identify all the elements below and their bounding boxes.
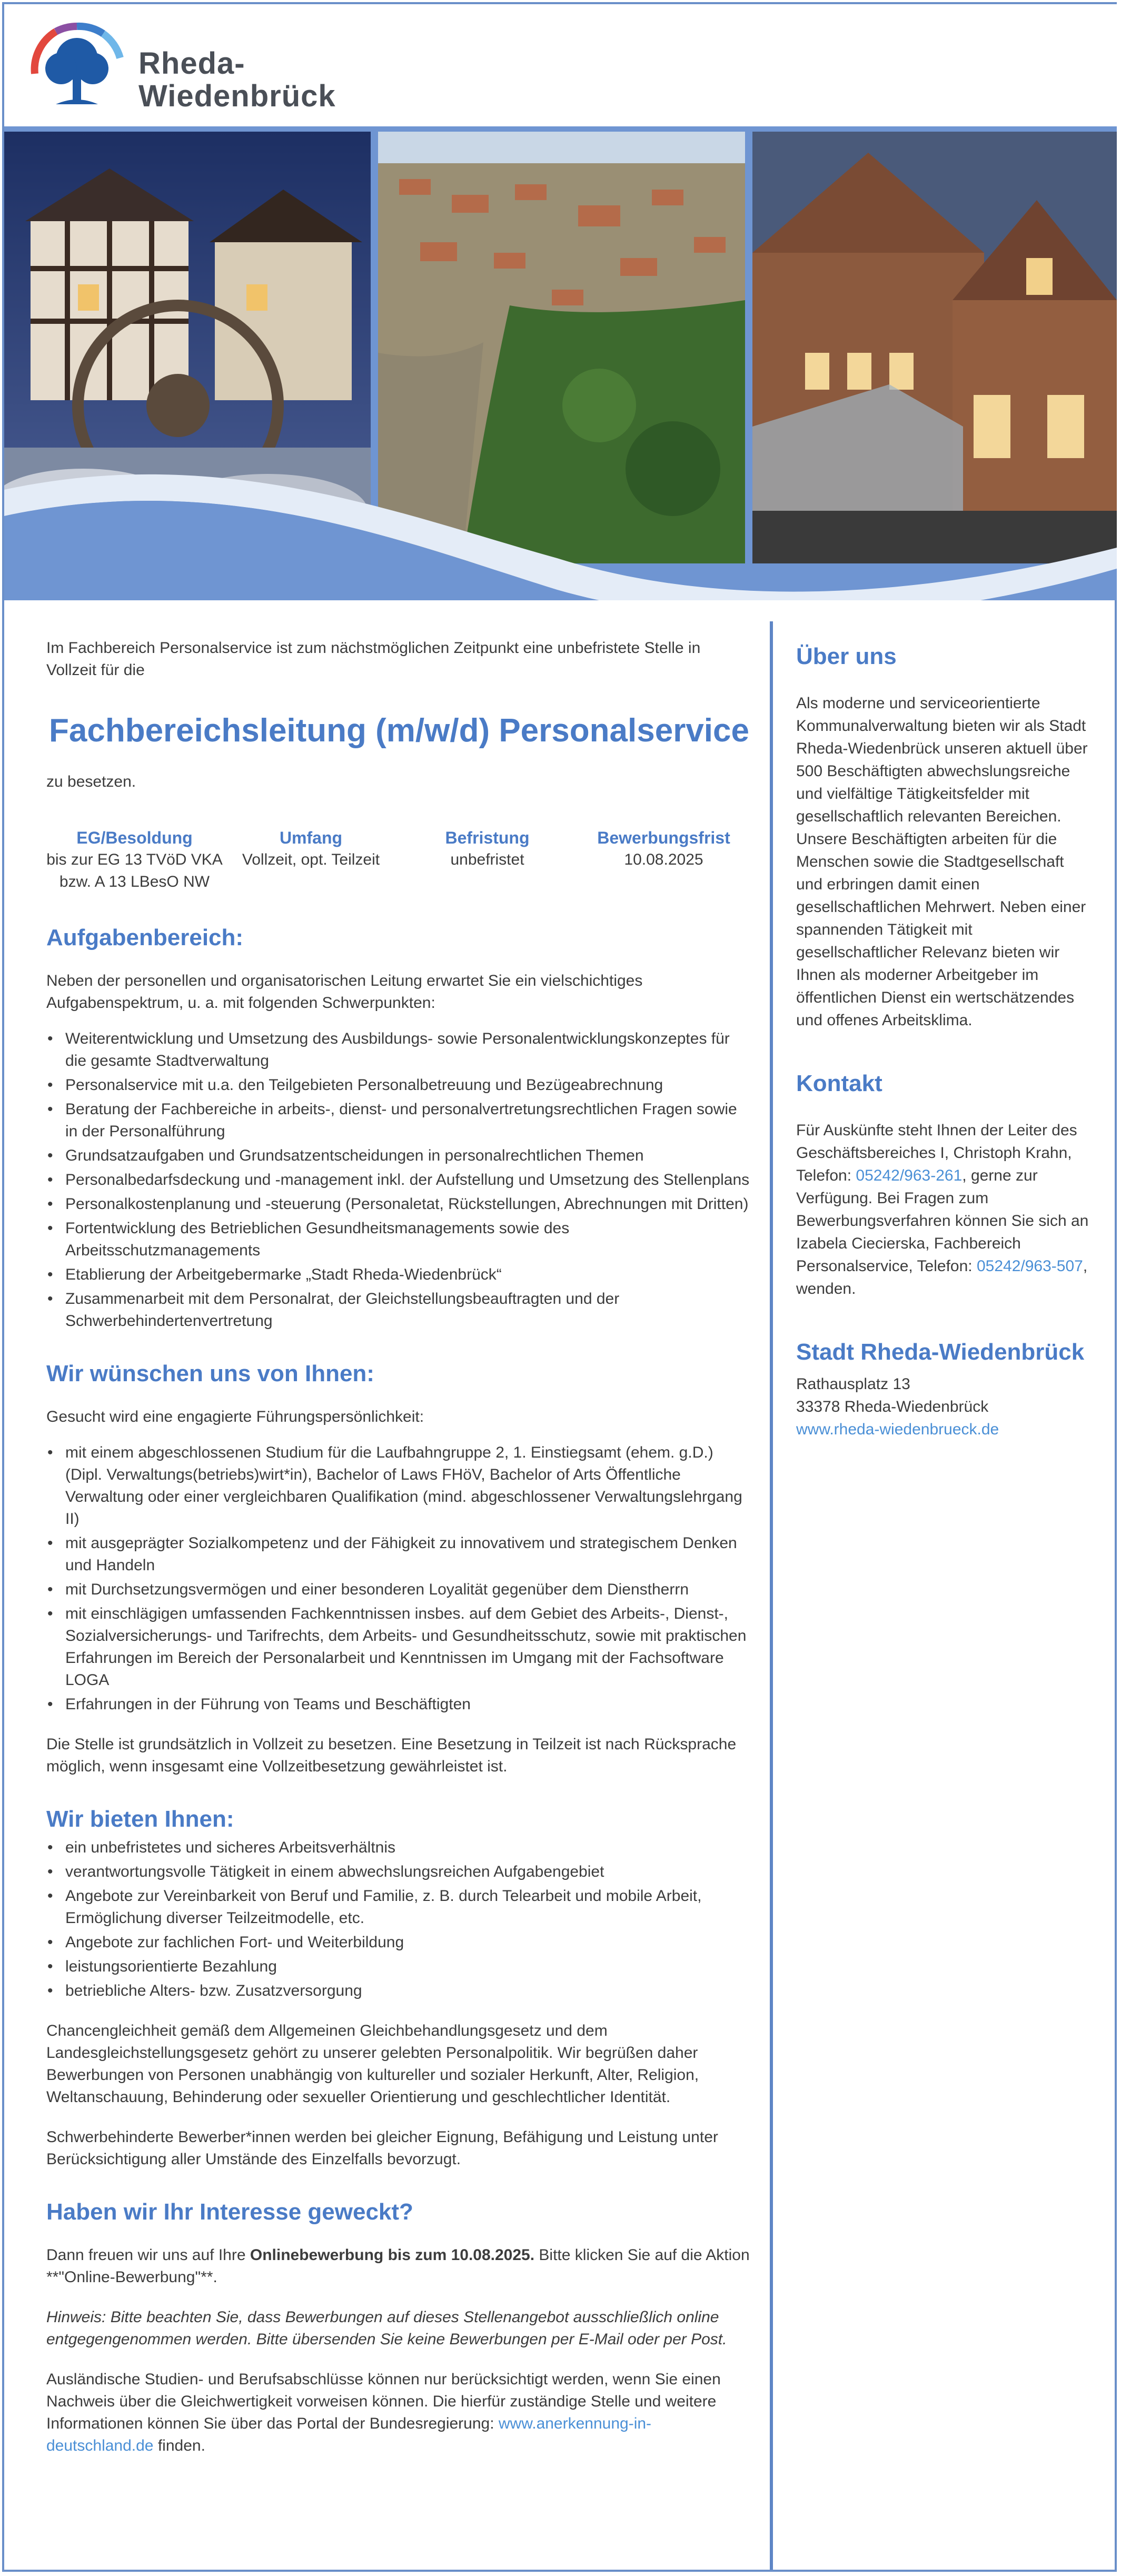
city: 33378 Rheda-Wiedenbrück <box>796 1398 989 1415</box>
sidebar <box>770 621 1117 2570</box>
about-text: Als moderne und serviceorientierte Kommunalverwaltung bieten wir als Stadt Rheda-Wiedenbrück unseren aktuell über 500 Beschäftigten abwechslungsreiche und vielfältige Tätigkeitsfelder mit gesellschaftlich relevanten Bereichen. Unsere Beschäftigten arbeiten für die Menschen sowie die Stadtgesellschaft und erbringen damit einen gesellschaftlichen Mehrwert. Neben einer spannenden Tätigkeit mit gesellschaftlicher Relevanz bieten wir Ihnen als moderner Arbeitgeber im öffentlichen Dienst ein wertschätzendes und offenes Arbeitsklima. <box>796 695 1088 1029</box>
list-item: • Erfahrungen in der Führung von Teams und Beschäftigten <box>65 1693 752 1716</box>
photo-banner <box>4 126 1117 600</box>
wuensche-list <box>46 1442 752 1716</box>
fact-besoldung <box>46 827 223 893</box>
zu-besetzen-text: zu besetzen. <box>46 773 136 790</box>
contact-block <box>796 1069 1094 1300</box>
list-item: • Angebote zur Vereinbarkeit von Beruf und Familie, z. B. durch Telearbeit und mobile Arbeit, Ermöglichung diverser Teilzeitmodelle, etc. <box>65 1885 752 1929</box>
about-heading: Über uns <box>796 643 897 669</box>
fact-value: bis zur EG 13 TVöD VKA <box>46 851 223 868</box>
section-heading: Wir wünschen uns von Ihnen: <box>46 1361 374 1386</box>
street: Rathausplatz 13 <box>796 1375 910 1393</box>
main-content <box>46 626 752 2484</box>
text-part: , wenden. <box>796 1257 1088 1297</box>
fact-bewerbungsfrist <box>576 827 752 893</box>
section-intro: Gesucht wird eine engagierte Führungspersönlichkeit: <box>46 1408 424 1425</box>
banner-wave <box>4 126 1117 600</box>
contact-heading: Kontakt <box>796 1071 882 1096</box>
fact-value: unbefristet <box>450 851 524 868</box>
list-item: • Angebote zur fachlichen Fort- und Weiterbildung <box>65 1931 752 1954</box>
list-item: • leistungsorientierte Bezahlung <box>65 1956 752 1978</box>
fact-label: Bewerbungsfrist <box>597 828 730 847</box>
address-block <box>796 1338 1094 1441</box>
list-item: • Beratung der Fachbereiche in arbeits-, dienst- und personalvertretungsrechtlichen Fragen sowie in der Personalführung <box>65 1098 752 1143</box>
teilzeit-text: Die Stelle ist grundsätzlich in Vollzeit zu besetzen. Eine Besetzung in Teilzeit ist nach Rücksprache möglich, wenn insgesamt eine Vollzeitbesetzung gewährleistet ist. <box>46 1736 737 1775</box>
bieten-list <box>46 1837 752 2002</box>
schwerbehindert-text: Schwerbehinderte Bewerber*innen werden bei gleicher Eignung, Befähigung und Leistung unter Berücksichtigung aller Umstände des Einzelfalls bevorzugt. <box>46 2128 718 2168</box>
text-part: Ausländische Studien- und Berufsabschlüsse können nur berücksichtigt werden, wenn Sie einen Nachweis über die Gleichwertigkeit vorweisen können. Die hierfür zuständige Stelle und weitere Informationen können Sie über das Portal der Bundesregierung: <box>46 2371 721 2432</box>
phone-link-krahn[interactable]: 05242/963-261 <box>856 1167 963 1184</box>
website-link[interactable]: www.rheda-wiedenbrueck.de <box>796 1421 999 1438</box>
list-item: • Personalkostenplanung und -steuerung (Personaletat, Rückstellungen, Abrechnungen mit Dritten) <box>65 1193 752 1215</box>
anerkennung-link[interactable]: www.anerkennung-in-deutschland.de <box>46 2415 652 2454</box>
list-item: • ein unbefristetes und sicheres Arbeitsverhältnis <box>65 1837 752 1859</box>
list-item: • mit ausgeprägter Sozialkompetenz und der Fähigkeit zu innovativem und strategischem Denken und Handeln <box>65 1532 752 1577</box>
intro-text: Im Fachbereich Personalservice ist zum nächstmöglichen Zeitpunkt eine unbefristete Stelle in Vollzeit für die <box>46 639 701 679</box>
list-item: • Fortentwicklung des Betrieblichen Gesundheitsmanagements sowie des Arbeitsschutzmanagements <box>65 1217 752 1262</box>
fact-value: Vollzeit, opt. Teilzeit <box>242 851 380 868</box>
fact-befristung <box>399 827 576 893</box>
about-block <box>796 642 1094 1032</box>
org-heading: Stadt Rheda-Wiedenbrück <box>796 1339 1085 1365</box>
fact-label: Befristung <box>445 828 530 847</box>
text-part: Für Auskünfte steht Ihnen der Leiter des Geschäftsbereiches I, Christoph Krahn, Telefon: <box>796 1122 1077 1184</box>
section-aufgaben <box>46 924 752 1332</box>
list-item: • Grundsatzaufgaben und Grundsatzentscheidungen in personalrechtlichen Themen <box>65 1145 752 1167</box>
list-item: • Zusammenarbeit mit dem Personalrat, der Gleichstellungsbeauftragten und der Schwerbehindertenvertretung <box>65 1288 752 1332</box>
contact-text <box>796 1119 1094 1300</box>
job-title: Fachbereichsleitung (m/w/d) Personalservice <box>48 712 749 749</box>
job-ad-frame <box>2 2 1117 2572</box>
aufgaben-list <box>46 1028 752 1332</box>
hinweis-text: Hinweis: Bitte beachten Sie, dass Bewerbungen auf dieses Stellenangebot ausschließlich online entgegengenommen werden. Bitte übersenden Sie keine Bewerbungen per E-Mail oder per Post. <box>46 2309 727 2348</box>
text-part: Dann freuen wir uns auf Ihre <box>46 2246 250 2264</box>
section-intro: Neben der personellen und organisatorischen Leitung erwartet Sie ein vielschichtiges Aufgabenspektrum, u. a. mit folgenden Schwerpunkten: <box>46 972 643 1012</box>
fact-umfang <box>223 827 399 893</box>
logo-text <box>138 47 336 113</box>
list-item: • Personalservice mit u.a. den Teilgebieten Personalbetreuung und Bezügeabrechnung <box>65 1074 752 1096</box>
section-interesse <box>46 2198 752 2457</box>
section-bieten <box>46 1805 752 2171</box>
section-heading: Wir bieten Ihnen: <box>46 1806 234 1832</box>
online-bewerbung-text <box>46 2244 752 2288</box>
fact-value: 10.08.2025 <box>624 851 703 868</box>
list-item: • Personalbedarfsdeckung und -management inkl. der Aufstellung und Umsetzung des Stellenplans <box>65 1169 752 1191</box>
logo-line-2: Wiedenbrück <box>138 79 336 113</box>
list-item: • verantwortungsvolle Tätigkeit in einem abwechslungsreichen Aufgabengebiet <box>65 1861 752 1883</box>
text-part: Bitte klicken Sie auf die Aktion **"Online-Bewerbung"**. <box>46 2246 750 2286</box>
list-item: • mit Durchsetzungsvermögen und einer besonderen Loyalität gegenüber dem Dienstherrn <box>65 1579 752 1601</box>
text-part: , gerne zur Verfügung. Bei Fragen zum Bewerbungsverfahren können Sie sich an Izabela Ciecierska, Fachbereich Personalservice, Telefon: <box>796 1167 1089 1275</box>
text-part: finden. <box>153 2437 205 2454</box>
list-item: • mit einem abgeschlossenen Studium für die Laufbahngruppe 2, 1. Einstiegsamt (ehem. g.D.) (Dipl. Verwaltungs(betriebs)wirt*in), Bachelor of Laws FHöV, Bachelor of Arts Öffentliche Verwaltung oder einer vergleichbaren Qualifikation (mind. abgeschlossener Verwaltungslehrgang II) <box>65 1442 752 1530</box>
fact-value-2: bzw. A 13 LBesO NW <box>59 873 210 890</box>
header <box>4 4 1117 126</box>
ausland-text <box>46 2369 752 2457</box>
fact-label: Umfang <box>279 828 343 847</box>
list-item: • Weiterentwicklung und Umsetzung des Ausbildungs- sowie Personalentwicklungskonzeptes für die gesamte Stadtverwaltung <box>65 1028 752 1072</box>
tree-logo-icon <box>24 16 130 113</box>
section-heading: Haben wir Ihr Interesse geweckt? <box>46 2199 413 2225</box>
section-wuensche <box>46 1360 752 1778</box>
list-item: • mit einschlägigen umfassenden Fachkenntnissen insbes. auf dem Gebiet des Arbeits-, Dienst-, Sozialversicherungs- und Tarifrechts, dem Arbeits- und Gesundheitsschutz, sowie mit praktischen Erfahrungen im Bereich der Personalarbeit und Kenntnissen im Umgang mit der Fachsoftware LOGA <box>65 1603 752 1691</box>
section-heading: Aufgabenbereich: <box>46 925 244 950</box>
fact-label: EG/Besoldung <box>76 828 193 847</box>
deadline-bold: Onlinebewerbung bis zum 10.08.2025. <box>250 2246 535 2264</box>
logo-line-1: Rheda- <box>138 46 245 81</box>
chancengleichheit-text: Chancengleichheit gemäß dem Allgemeinen Gleichbehandlungsgesetz und dem Landesgleichstellungsgesetz gehört zu unserer gelebten Personalpolitik. Wir begrüßen daher Bewerbungen von Personen unabhängig von kultureller und sozialer Herkunft, Alter, Religion, Weltanschauung, Behinderung oder sexueller Orientierung und geschlechtlicher Identität. <box>46 2022 699 2106</box>
list-item: • betriebliche Alters- bzw. Zusatzversorgung <box>65 1980 752 2002</box>
list-item: • Etablierung der Arbeitgebermarke „Stadt Rheda-Wiedenbrück“ <box>65 1264 752 1286</box>
phone-link-ciecierska[interactable]: 05242/963-507 <box>976 1257 1083 1275</box>
facts-row <box>46 827 752 893</box>
